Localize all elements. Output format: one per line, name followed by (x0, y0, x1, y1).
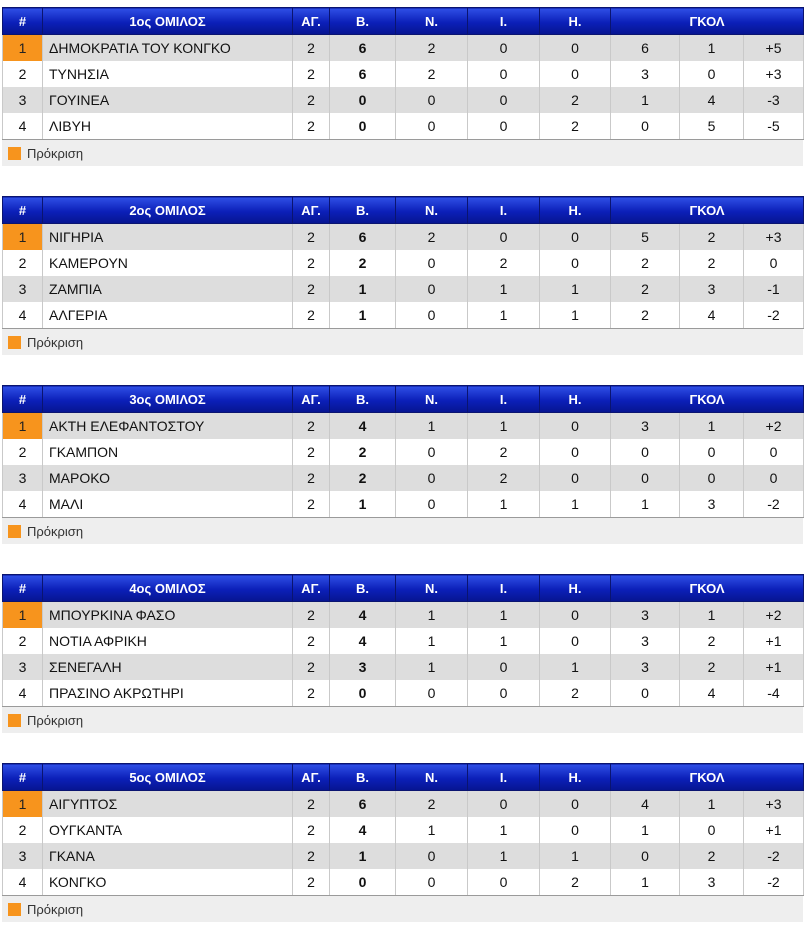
played-cell: 2 (293, 250, 330, 276)
goals-against-cell: 0 (680, 439, 744, 465)
group-spacer (0, 544, 808, 574)
team-name-cell: ΚΑΜΕΡΟΥΝ (43, 250, 293, 276)
goals-for-cell: 3 (611, 654, 680, 680)
wins-cell: 2 (396, 224, 468, 251)
standings-container (0, 7, 808, 922)
legend-label: Πρόκριση (27, 334, 84, 350)
goals-for-cell: 1 (611, 87, 680, 113)
goal-difference-cell: +1 (744, 628, 804, 654)
goals-for-cell: 0 (611, 680, 680, 707)
pos-header: # (3, 764, 43, 791)
goal-difference-cell: +2 (744, 413, 804, 440)
group-title: 1ος ΟΜΙΛΟΣ (43, 8, 293, 35)
points-header: Β. (330, 764, 396, 791)
wins-cell: 0 (396, 302, 468, 329)
group-title: 4ος ΟΜΙΛΟΣ (43, 575, 293, 602)
draws-cell: 1 (468, 843, 540, 869)
wins-cell: 0 (396, 276, 468, 302)
points-cell: 4 (330, 817, 396, 843)
played-cell: 2 (293, 61, 330, 87)
table-row[interactable] (3, 87, 804, 113)
draws-cell: 2 (468, 465, 540, 491)
goals-against-cell: 2 (680, 654, 744, 680)
losses-cell: 0 (540, 61, 611, 87)
goals-for-cell: 1 (611, 869, 680, 896)
goals-for-cell: 6 (611, 35, 680, 62)
played-cell: 2 (293, 628, 330, 654)
goals-header: ΓΚΟΛ (611, 197, 804, 224)
goals-against-cell: 2 (680, 628, 744, 654)
points-cell: 1 (330, 302, 396, 329)
played-cell: 2 (293, 276, 330, 302)
wins-cell: 1 (396, 654, 468, 680)
points-cell: 1 (330, 491, 396, 518)
legend (2, 140, 803, 166)
losses-cell: 2 (540, 680, 611, 707)
pos-header: # (3, 386, 43, 413)
position-cell: 1 (3, 224, 43, 251)
header-row (3, 8, 804, 35)
points-cell: 1 (330, 276, 396, 302)
draws-cell: 1 (468, 276, 540, 302)
draws-cell: 0 (468, 61, 540, 87)
wins-cell: 1 (396, 413, 468, 440)
goals-for-cell: 3 (611, 628, 680, 654)
draws-header: Ι. (468, 764, 540, 791)
team-name-cell: ΑΚΤΗ ΕΛΕΦΑΝΤΟΣΤΟΥ (43, 413, 293, 440)
group-spacer (0, 355, 808, 385)
draws-header: Ι. (468, 8, 540, 35)
played-header: ΑΓ. (293, 575, 330, 602)
losses-header: Η. (540, 575, 611, 602)
team-name-cell: ΟΥΓΚΑΝΤΑ (43, 817, 293, 843)
goals-for-cell: 4 (611, 791, 680, 818)
qualification-color-swatch (8, 525, 21, 538)
goals-against-cell: 1 (680, 35, 744, 62)
position-cell: 1 (3, 602, 43, 629)
draws-cell: 0 (468, 654, 540, 680)
goals-against-cell: 1 (680, 791, 744, 818)
wins-cell: 1 (396, 628, 468, 654)
goals-for-cell: 5 (611, 224, 680, 251)
qualification-color-swatch (8, 147, 21, 160)
goal-difference-cell: -2 (744, 869, 804, 896)
played-cell: 2 (293, 602, 330, 629)
wins-cell: 0 (396, 869, 468, 896)
team-name-cell: ΜΑΛΙ (43, 491, 293, 518)
team-name-cell: ΜΑΡΟΚΟ (43, 465, 293, 491)
legend-label: Πρόκριση (27, 712, 84, 728)
played-cell: 2 (293, 413, 330, 440)
goal-difference-cell: 0 (744, 465, 804, 491)
legend-label: Πρόκριση (27, 523, 84, 539)
goals-header: ΓΚΟΛ (611, 8, 804, 35)
position-cell: 4 (3, 680, 43, 707)
table-row[interactable] (3, 61, 804, 87)
losses-header: Η. (540, 386, 611, 413)
goals-for-cell: 0 (611, 465, 680, 491)
wins-cell: 1 (396, 817, 468, 843)
goals-for-cell: 1 (611, 817, 680, 843)
losses-header: Η. (540, 197, 611, 224)
legend (2, 896, 803, 922)
wins-header: Ν. (396, 197, 468, 224)
draws-cell: 0 (468, 35, 540, 62)
draws-cell: 2 (468, 439, 540, 465)
goals-header: ΓΚΟΛ (611, 386, 804, 413)
losses-header: Η. (540, 8, 611, 35)
points-cell: 4 (330, 413, 396, 440)
points-header: Β. (330, 8, 396, 35)
standings-table (2, 196, 804, 329)
position-cell: 2 (3, 817, 43, 843)
played-cell: 2 (293, 817, 330, 843)
wins-cell: 0 (396, 843, 468, 869)
team-name-cell: ΔΗΜΟΚΡΑΤΙΑ ΤΟΥ ΚΟΝΓΚΟ (43, 35, 293, 62)
pos-header: # (3, 575, 43, 602)
position-cell: 2 (3, 250, 43, 276)
points-cell: 2 (330, 465, 396, 491)
played-header: ΑΓ. (293, 8, 330, 35)
team-name-cell: ΜΠΟΥΡΚΙΝΑ ΦΑΣΟ (43, 602, 293, 629)
played-cell: 2 (293, 654, 330, 680)
team-name-cell: ΣΕΝΕΓΑΛΗ (43, 654, 293, 680)
goals-for-cell: 3 (611, 413, 680, 440)
losses-cell: 1 (540, 302, 611, 329)
losses-cell: 2 (540, 113, 611, 140)
goals-against-cell: 4 (680, 302, 744, 329)
qualification-color-swatch (8, 903, 21, 916)
table-row[interactable] (3, 628, 804, 654)
goal-difference-cell: -2 (744, 843, 804, 869)
wins-header: Ν. (396, 764, 468, 791)
goal-difference-cell: -5 (744, 113, 804, 140)
table-row[interactable] (3, 113, 804, 140)
team-name-cell: ΑΙΓΥΠΤΟΣ (43, 791, 293, 818)
goals-against-cell: 0 (680, 817, 744, 843)
legend (2, 707, 803, 733)
group-title: 5ος ΟΜΙΛΟΣ (43, 764, 293, 791)
draws-cell: 1 (468, 491, 540, 518)
draws-cell: 0 (468, 791, 540, 818)
losses-cell: 0 (540, 224, 611, 251)
draws-cell: 1 (468, 302, 540, 329)
position-cell: 4 (3, 302, 43, 329)
draws-header: Ι. (468, 197, 540, 224)
goals-for-cell: 3 (611, 61, 680, 87)
wins-cell: 0 (396, 680, 468, 707)
group-table-3 (2, 385, 805, 544)
losses-header: Η. (540, 764, 611, 791)
wins-cell: 0 (396, 439, 468, 465)
points-header: Β. (330, 575, 396, 602)
goals-for-cell: 2 (611, 276, 680, 302)
table-row[interactable] (3, 817, 804, 843)
losses-cell: 0 (540, 602, 611, 629)
table-row[interactable] (3, 680, 804, 707)
losses-cell: 1 (540, 654, 611, 680)
team-name-cell: ΓΟΥΙΝΕΑ (43, 87, 293, 113)
goal-difference-cell: -4 (744, 680, 804, 707)
goals-against-cell: 2 (680, 843, 744, 869)
losses-cell: 0 (540, 628, 611, 654)
losses-cell: 0 (540, 791, 611, 818)
group-table-5 (2, 763, 805, 922)
standings-table (2, 574, 804, 707)
table-row[interactable] (3, 276, 804, 302)
goal-difference-cell: +3 (744, 61, 804, 87)
goals-against-cell: 0 (680, 465, 744, 491)
table-row[interactable] (3, 654, 804, 680)
played-cell: 2 (293, 439, 330, 465)
losses-cell: 1 (540, 276, 611, 302)
team-name-cell: ΑΛΓΕΡΙΑ (43, 302, 293, 329)
goals-header: ΓΚΟΛ (611, 575, 804, 602)
goals-for-cell: 3 (611, 602, 680, 629)
header-row (3, 575, 804, 602)
qualification-color-swatch (8, 336, 21, 349)
losses-cell: 2 (540, 869, 611, 896)
played-cell: 2 (293, 302, 330, 329)
group-table-4 (2, 574, 805, 733)
played-cell: 2 (293, 791, 330, 818)
goals-against-cell: 5 (680, 113, 744, 140)
legend-label: Πρόκριση (27, 145, 84, 161)
header-row (3, 386, 804, 413)
played-cell: 2 (293, 465, 330, 491)
wins-cell: 2 (396, 35, 468, 62)
table-row[interactable] (3, 250, 804, 276)
points-cell: 6 (330, 224, 396, 251)
table-row[interactable] (3, 224, 804, 251)
position-cell: 2 (3, 61, 43, 87)
team-name-cell: ΓΚΑΜΠΟΝ (43, 439, 293, 465)
goal-difference-cell: -2 (744, 491, 804, 518)
pos-header: # (3, 197, 43, 224)
group-table-2 (2, 196, 805, 355)
table-row[interactable] (3, 413, 804, 440)
team-name-cell: ΖΑΜΠΙΑ (43, 276, 293, 302)
wins-cell: 0 (396, 491, 468, 518)
points-cell: 0 (330, 87, 396, 113)
losses-cell: 2 (540, 87, 611, 113)
points-header: Β. (330, 197, 396, 224)
played-cell: 2 (293, 680, 330, 707)
position-cell: 3 (3, 276, 43, 302)
draws-cell: 1 (468, 413, 540, 440)
wins-cell: 0 (396, 87, 468, 113)
played-cell: 2 (293, 113, 330, 140)
legend (2, 329, 803, 355)
goal-difference-cell: +3 (744, 791, 804, 818)
points-cell: 2 (330, 439, 396, 465)
qualification-color-swatch (8, 714, 21, 727)
draws-cell: 0 (468, 113, 540, 140)
wins-cell: 0 (396, 113, 468, 140)
position-cell: 3 (3, 654, 43, 680)
team-name-cell: ΤΥΝΗΣΙΑ (43, 61, 293, 87)
wins-cell: 0 (396, 465, 468, 491)
draws-header: Ι. (468, 575, 540, 602)
team-name-cell: ΛΙΒΥΗ (43, 113, 293, 140)
goals-against-cell: 3 (680, 869, 744, 896)
team-name-cell: ΓΚΑΝΑ (43, 843, 293, 869)
position-cell: 3 (3, 465, 43, 491)
table-row[interactable] (3, 869, 804, 896)
group-spacer (0, 733, 808, 763)
played-cell: 2 (293, 224, 330, 251)
draws-cell: 0 (468, 87, 540, 113)
points-cell: 4 (330, 602, 396, 629)
standings-table (2, 7, 804, 140)
played-header: ΑΓ. (293, 764, 330, 791)
losses-cell: 0 (540, 250, 611, 276)
table-row[interactable] (3, 791, 804, 818)
goals-against-cell: 3 (680, 276, 744, 302)
points-cell: 6 (330, 61, 396, 87)
played-cell: 2 (293, 87, 330, 113)
position-cell: 3 (3, 87, 43, 113)
position-cell: 3 (3, 843, 43, 869)
position-cell: 2 (3, 628, 43, 654)
points-header: Β. (330, 386, 396, 413)
position-cell: 4 (3, 491, 43, 518)
goal-difference-cell: -1 (744, 276, 804, 302)
losses-cell: 1 (540, 843, 611, 869)
goals-header: ΓΚΟΛ (611, 764, 804, 791)
goals-for-cell: 0 (611, 113, 680, 140)
goals-for-cell: 0 (611, 439, 680, 465)
team-name-cell: ΠΡΑΣΙΝΟ ΑΚΡΩΤΗΡΙ (43, 680, 293, 707)
pos-header: # (3, 8, 43, 35)
goal-difference-cell: +2 (744, 602, 804, 629)
position-cell: 4 (3, 113, 43, 140)
goal-difference-cell: 0 (744, 439, 804, 465)
goal-difference-cell: -3 (744, 87, 804, 113)
goals-against-cell: 1 (680, 602, 744, 629)
table-row[interactable] (3, 302, 804, 329)
goals-for-cell: 0 (611, 843, 680, 869)
wins-cell: 2 (396, 791, 468, 818)
points-cell: 2 (330, 250, 396, 276)
wins-cell: 0 (396, 250, 468, 276)
goals-against-cell: 3 (680, 491, 744, 518)
team-name-cell: ΝΙΓΗΡΙΑ (43, 224, 293, 251)
standings-table (2, 385, 804, 518)
table-row[interactable] (3, 439, 804, 465)
points-cell: 6 (330, 791, 396, 818)
goals-for-cell: 2 (611, 302, 680, 329)
table-row[interactable] (3, 602, 804, 629)
legend-label: Πρόκριση (27, 901, 84, 917)
played-header: ΑΓ. (293, 386, 330, 413)
played-cell: 2 (293, 869, 330, 896)
losses-cell: 1 (540, 491, 611, 518)
goals-against-cell: 0 (680, 61, 744, 87)
draws-cell: 1 (468, 602, 540, 629)
draws-cell: 1 (468, 628, 540, 654)
header-row (3, 764, 804, 791)
wins-header: Ν. (396, 8, 468, 35)
draws-cell: 0 (468, 680, 540, 707)
played-header: ΑΓ. (293, 197, 330, 224)
draws-header: Ι. (468, 386, 540, 413)
table-row[interactable] (3, 35, 804, 62)
position-cell: 4 (3, 869, 43, 896)
draws-cell: 2 (468, 250, 540, 276)
losses-cell: 0 (540, 413, 611, 440)
goal-difference-cell: +3 (744, 224, 804, 251)
goals-against-cell: 2 (680, 224, 744, 251)
position-cell: 1 (3, 413, 43, 440)
losses-cell: 0 (540, 465, 611, 491)
legend (2, 518, 803, 544)
draws-cell: 1 (468, 817, 540, 843)
points-cell: 1 (330, 843, 396, 869)
points-cell: 0 (330, 869, 396, 896)
losses-cell: 0 (540, 35, 611, 62)
header-row (3, 197, 804, 224)
wins-header: Ν. (396, 575, 468, 602)
position-cell: 2 (3, 439, 43, 465)
goals-for-cell: 2 (611, 250, 680, 276)
losses-cell: 0 (540, 439, 611, 465)
goal-difference-cell: +5 (744, 35, 804, 62)
goal-difference-cell: 0 (744, 250, 804, 276)
group-title: 2ος ΟΜΙΛΟΣ (43, 197, 293, 224)
table-row[interactable] (3, 491, 804, 518)
team-name-cell: ΚΟΝΓΚΟ (43, 869, 293, 896)
goals-against-cell: 1 (680, 413, 744, 440)
team-name-cell: ΝΟΤΙΑ ΑΦΡΙΚΗ (43, 628, 293, 654)
goals-against-cell: 2 (680, 250, 744, 276)
draws-cell: 0 (468, 224, 540, 251)
played-cell: 2 (293, 843, 330, 869)
group-title: 3ος ΟΜΙΛΟΣ (43, 386, 293, 413)
group-spacer (0, 166, 808, 196)
played-cell: 2 (293, 35, 330, 62)
points-cell: 0 (330, 113, 396, 140)
points-cell: 6 (330, 35, 396, 62)
wins-header: Ν. (396, 386, 468, 413)
standings-table (2, 763, 804, 896)
goals-for-cell: 1 (611, 491, 680, 518)
losses-cell: 0 (540, 817, 611, 843)
draws-cell: 0 (468, 869, 540, 896)
goal-difference-cell: +1 (744, 817, 804, 843)
wins-cell: 1 (396, 602, 468, 629)
points-cell: 3 (330, 654, 396, 680)
goal-difference-cell: +1 (744, 654, 804, 680)
played-cell: 2 (293, 491, 330, 518)
table-row[interactable] (3, 465, 804, 491)
goals-against-cell: 4 (680, 87, 744, 113)
wins-cell: 2 (396, 61, 468, 87)
position-cell: 1 (3, 791, 43, 818)
goals-against-cell: 4 (680, 680, 744, 707)
points-cell: 4 (330, 628, 396, 654)
group-table-1 (2, 7, 805, 166)
position-cell: 1 (3, 35, 43, 62)
table-row[interactable] (3, 843, 804, 869)
points-cell: 0 (330, 680, 396, 707)
goal-difference-cell: -2 (744, 302, 804, 329)
